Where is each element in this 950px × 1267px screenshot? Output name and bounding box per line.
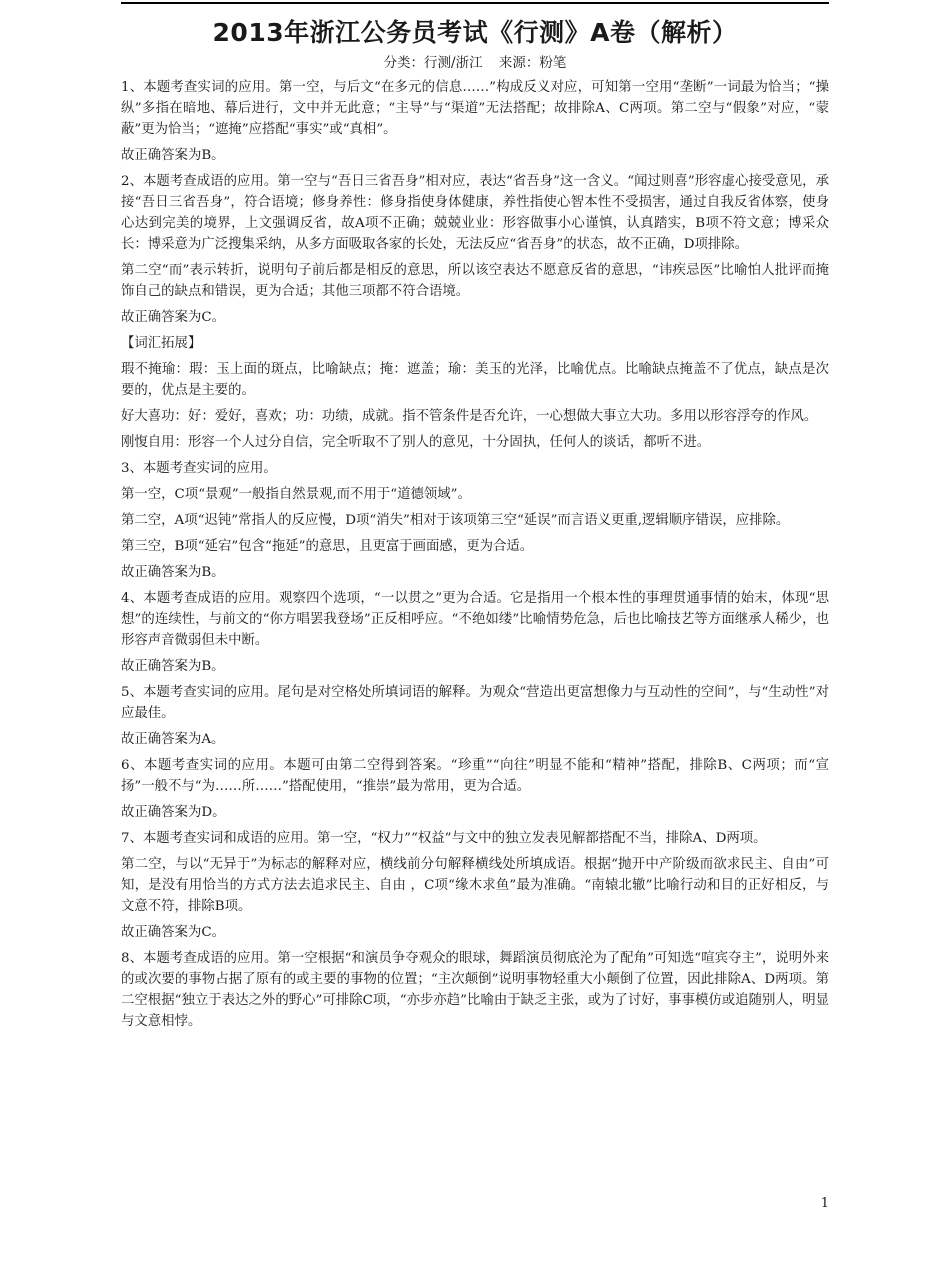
paragraph: 4、本题考查成语的应用。观察四个选项，“一以贯之”更为合适。它是指用一个根本性的事理贯通事情的始末，体现“思想”的连续性，与前文的“你方唱罢我登场”正反相呼应。“不绝如缕”比喻情势危急，后也比喻技艺等方面继承人稀少，也形容声音微弱但未中断。: [121, 591, 829, 648]
paragraph: 3、本题考查实词的应用。: [121, 461, 277, 476]
answer-line: 故正确答案为C。: [121, 925, 225, 940]
page-title: 2013年浙江公务员考试《行测》A卷（解析）: [212, 18, 738, 47]
paragraph: 第二空，A项“迟钝”常指人的反应慢，D项“消失”相对于该项第三空“延误”而言语义更重,逻辑顺序错误，应排除。: [121, 513, 790, 528]
paragraph: 1、本题考查实词的应用。第一空，与后文“在多元的信息……”构成反义对应，可知第一空用“垄断”一词最为恰当；“操纵”多指在暗地、幕后进行，文中并无此意；“主导”与“渠道”无法搭配；故排除A、C两项。第二空与“假象”对应，“蒙蔽”更为恰当；“遮掩”应搭配“事实”或“真相”。: [121, 80, 829, 137]
source-label: 来源：粉笔: [498, 55, 567, 71]
meta-line: [121, 53, 829, 73]
document-body: [121, 77, 829, 1032]
answer-line: 故正确答案为B。: [121, 565, 225, 580]
answer-line: 故正确答案为B。: [121, 148, 225, 163]
page-number: 1: [820, 1196, 829, 1211]
paragraph: 7、本题考查实词和成语的应用。第一空，“权力”“权益”与文中的独立发表见解都搭配不当，排除A、D两项。: [121, 831, 767, 846]
paragraph: 刚愎自用：形容一个人过分自信，完全听取不了别人的意见，十分固执，任何人的谈话，都听不进。: [121, 435, 711, 450]
document-page: [121, 0, 829, 1037]
category-label: 分类：行测/浙江: [383, 55, 483, 71]
header-rule: [121, 2, 829, 4]
paragraph: 第二空，与以“无异于”为标志的解释对应，横线前分句解释横线处所填成语。根据“抛开中产阶级而欲求民主、自由”可知，是没有用恰当的方式方法去追求民主、自由 ，C项“缘木求鱼”最为准确。“南辕北辙”比喻行动和目的正好相反，与文意不符，排除B项。: [121, 857, 829, 914]
answer-line: 故正确答案为C。: [121, 310, 225, 325]
paragraph: 好大喜功：好：爱好，喜欢；功：功绩，成就。指不管条件是否允许，一心想做大事立大功。多用以形容浮夸的作风。: [121, 409, 818, 424]
paragraph: 8、本题考查成语的应用。第一空根据“和演员争夺观众的眼球，舞蹈演员彻底沦为了配角”可知选“喧宾夺主”，说明外来的或次要的事物占据了原有的或主要的事物的位置；“主次颠倒”说明事物轻重大小颠倒了位置，因此排除A、D两项。第二空根据“独立于表达之外的野心”可排除C项，“亦步亦趋”比喻由于缺乏主张，或为了讨好，事事模仿或追随别人，明显与文意相悖。: [121, 951, 829, 1029]
paragraph: 5、本题考查实词的应用。尾句是对空格处所填词语的解释。为观众“营造出更富想像力与互动性的空间”，与“生动性”对应最佳。: [121, 685, 829, 721]
answer-line: 故正确答案为A。: [121, 732, 225, 747]
answer-line: 故正确答案为D。: [121, 805, 226, 820]
paragraph: 瑕不掩瑜：瑕：玉上面的斑点，比喻缺点；掩：遮盖；瑜：美玉的光泽，比喻优点。比喻缺点掩盖不了优点，缺点是次要的，优点是主要的。: [121, 362, 829, 398]
paragraph: 第一空，C项“景观”一般指自然景观,而不用于“道德领域”。: [121, 487, 471, 502]
paragraph: 6、本题考查实词的应用。本题可由第二空得到答案。“珍重”“向往”明显不能和“精神”搭配，排除B、C两项；而“宣扬”一般不与“为……所……”搭配使用，“推崇”最为常用，更为合适。: [121, 758, 829, 794]
paragraph: 第二空“而”表示转折，说明句子前后都是相反的意思，所以该空表达不愿意反省的意思，“讳疾忌医”比喻怕人批评而掩饰自己的缺点和错误，更为合适；其他三项都不符合语境。: [121, 263, 829, 299]
answer-line: 故正确答案为B。: [121, 659, 225, 674]
paragraph: 第三空，B项“延宕”包含“拖延”的意思，且更富于画面感，更为合适。: [121, 539, 534, 554]
section-heading: 【词汇拓展】: [121, 336, 202, 351]
paragraph: 2、本题考查成语的应用。第一空与“吾日三省吾身”相对应，表达“省吾身”这一含义。“闻过则喜”形容虚心接受意见，承接“吾日三省吾身”，符合语境；修身养性：修身指使身体健康，养性指使心智本性不受损害，通过自我反省体察，使身心达到完美的境界，上文强调反省，故A项不正确；兢兢业业：形容做事小心谨慎，认真踏实，B项不符文意；博采众长：博采意为广泛搜集采纳，从多方面吸取各家的长处，无法反应“省吾身”的状态，故不正确，D项排除。: [121, 174, 829, 252]
